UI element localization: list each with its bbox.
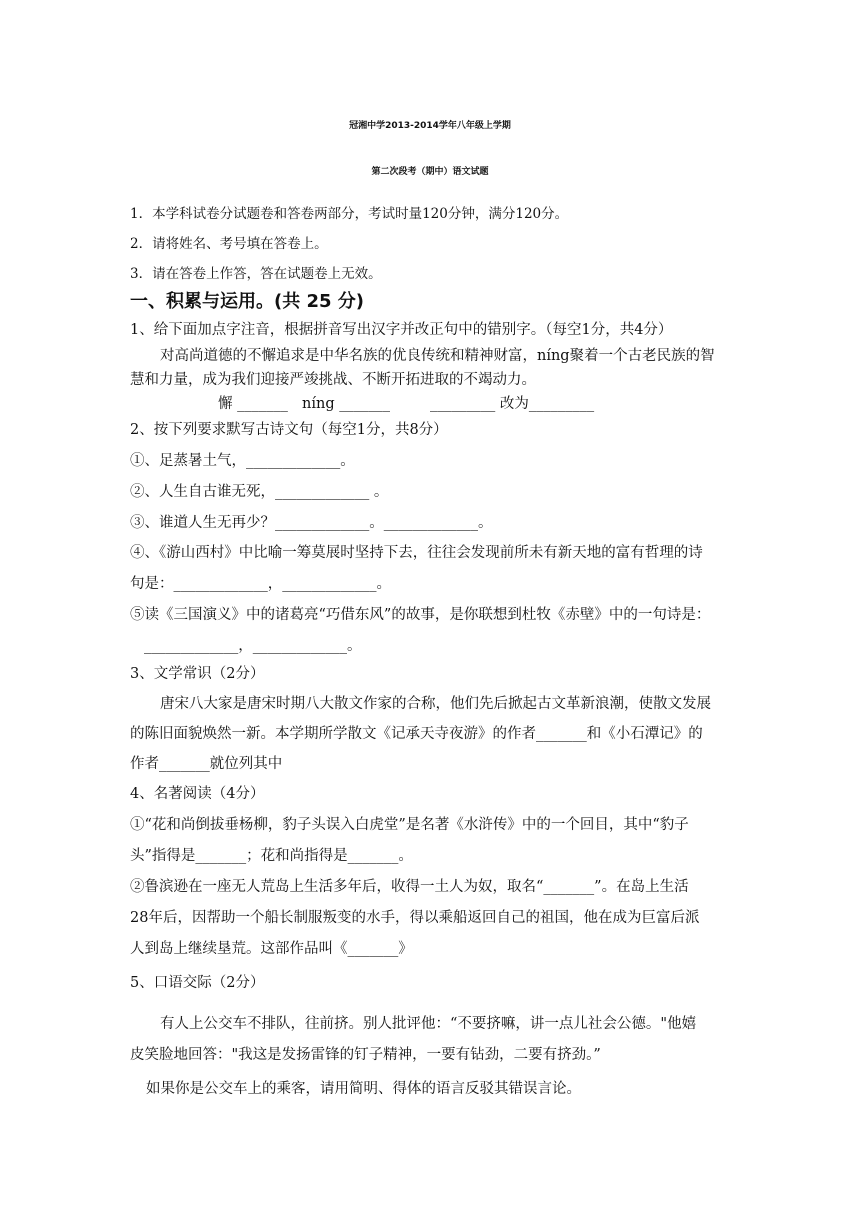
note-3: 3．请在答卷上作答，答在试题卷上无效。 bbox=[130, 266, 382, 282]
q5-line3: 如果你是公交车上的乘客，请用简明、得体的语言反驳其错误言论。 bbox=[146, 1081, 581, 1097]
q5-line1: 有人上公交车不排队，往前挤。别人批评他：“不要挤嘛，讲一点儿社会公德。"他嬉 bbox=[160, 1016, 697, 1032]
q2-prompt: 2、按下列要求默写古诗文句（每空1分，共8分） bbox=[130, 422, 448, 438]
q4-line4: 28年后，因帮助一个船长制服叛变的水手，得以乘船返回自己的祖国，他在成为巨富后派 bbox=[130, 910, 700, 926]
q3-line2: 的陈旧面貌焕然一新。本学期所学散文《记承天寺夜游》的作者_______和《小石潭记》的 bbox=[130, 726, 703, 742]
note-2: 2．请将姓名、考号填在答卷上。 bbox=[130, 236, 328, 252]
q5-line2: 皮笑脸地回答："我这是发扬雷锋的钉子精神，一要有钻劲，二要有挤劲。” bbox=[130, 1047, 601, 1063]
q1-blank-xie: 懈 _______ bbox=[218, 396, 288, 412]
q5-prompt: 5、口语交际（2分） bbox=[130, 975, 265, 991]
q2-item-2: ②、人生自古谁无死，_____________ 。 bbox=[130, 484, 389, 500]
q1-passage-line2: 慧和力量，成为我们迎接严竣挑战、不断开拓进取的不竭动力。 bbox=[130, 372, 536, 388]
section-1-heading: 一、积累与运用。(共 25 分) bbox=[130, 291, 365, 312]
q1-blank-ning: níng _______ bbox=[302, 396, 390, 412]
q4-line2: 头”指得是_______；花和尚指得是_______。 bbox=[130, 848, 413, 864]
q2-item-3: ③、谁道人生无再少？_____________。_____________。 bbox=[130, 515, 493, 531]
exam-title-line1: 冠湘中学2013-2014学年八年级上学期 bbox=[349, 121, 511, 131]
q1-prompt: 1、给下面加点字注音，根据拼音写出汉字并改正句中的错别字。（每空1分，共4分） bbox=[130, 322, 673, 338]
note-1: 1．本学科试卷分试题卷和答卷两部分，考试时量120分钟，满分120分。 bbox=[130, 206, 569, 222]
q4-line1: ①“花和尚倒拔垂杨柳，豹子头误入白虎堂”是名著《水浒传》中的一个回目，其中“豹子 bbox=[130, 817, 689, 833]
q4-line5: 人到岛上继续垦荒。这部作品叫《_______》 bbox=[130, 941, 413, 957]
q2-item-4: ④、《游山西村》中比喻一筹莫展时坚持下去，往往会发现前所未有新天地的富有哲理的诗 bbox=[130, 545, 703, 561]
q3-line1: 唐宋八大家是唐宋时期八大散文作家的合称，他们先后掀起古文革新浪潮，使散文发展 bbox=[160, 696, 711, 712]
q2-item-5-answer: _____________，_____________。 bbox=[144, 638, 362, 654]
q4-prompt: 4、名著阅读（4分） bbox=[130, 786, 265, 802]
q1-blank-correction: _________ 改为_________ bbox=[430, 396, 595, 412]
q3-line3: 作者_______就位列其中 bbox=[130, 756, 283, 772]
exam-title-line2: 第二次段考（期中）语文试题 bbox=[371, 167, 489, 177]
q4-line3: ②鲁滨逊在一座无人荒岛上生活多年后，收得一土人为奴，取名“_______”。在岛上生活 bbox=[130, 879, 689, 895]
q3-prompt: 3、文学常识（2分） bbox=[130, 666, 265, 682]
q1-passage-line1: 对高尚道德的不懈追求是中华名族的优良传统和精神财富，níng聚着一个古老民族的智 bbox=[160, 348, 715, 364]
q2-item-4-answer: 句是：_____________，_____________。 bbox=[130, 576, 391, 592]
q2-item-1: ①、足蒸暑土气，_____________。 bbox=[130, 453, 355, 469]
q2-item-5: ⑤读《三国演义》中的诸葛亮“巧借东风”的故事，是你联想到杜牧《赤壁》中的一句诗是： bbox=[130, 607, 711, 623]
